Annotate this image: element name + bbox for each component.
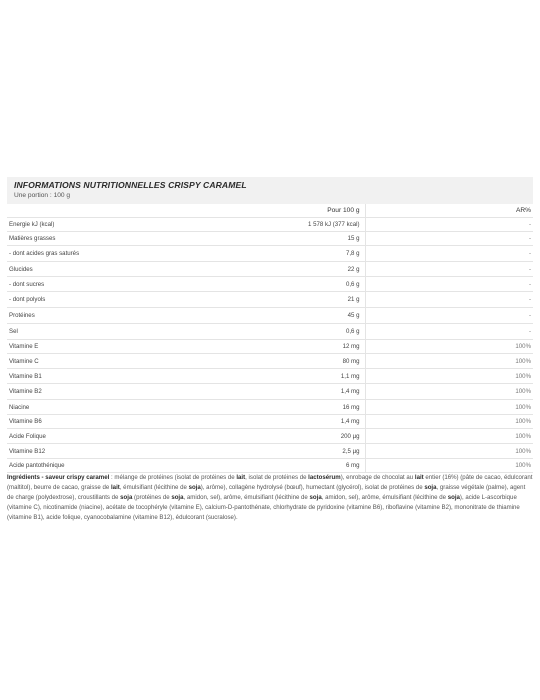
ingredient-highlight: lait <box>414 474 424 481</box>
nutrient-value: 1 578 kJ (377 kcal) <box>247 218 365 232</box>
nutrient-ar: 100% <box>365 400 533 415</box>
nutrition-title: INFORMATIONS NUTRITIONNELLES CRISPY CARAMEL <box>14 180 247 190</box>
ar-column-header: AR% <box>365 204 533 218</box>
nutrient-value: 80 mg <box>247 354 365 369</box>
table-row <box>7 292 533 308</box>
ingredient-highlight: soja <box>447 494 460 501</box>
table-row <box>7 232 533 246</box>
table-row <box>7 459 533 473</box>
ingredient-text: ), acide L-ascorbique (vitamine C), nicotinamide (niacine), acétate de tocophéryle (vitamine E), calcium-D-pantothénate, chlorhydrate de pyridoxine (vitamine B6), riboflavine (vitamine B2), mononitrate de thiamine (vitamine B1), acide folique, cyanocobalamine (vitamine B12), édulcorant (sucralose). <box>7 494 520 521</box>
nutrient-ar: 100% <box>365 354 533 369</box>
per-100g-column-header: Pour 100 g <box>247 204 365 218</box>
nutrient-ar: 100% <box>365 459 533 473</box>
nutrient-ar: - <box>365 292 533 308</box>
ingredient-text: (protéines de <box>132 494 172 501</box>
nutrient-ar: 100% <box>365 444 533 459</box>
nutrient-label: Acide pantothénique <box>7 459 247 473</box>
ingredient-text: , amidon, sel), arôme, émulsifiant (lécithine de <box>321 494 448 501</box>
nutrient-ar: 100% <box>365 369 533 384</box>
nutrient-value: 0,6 g <box>247 277 365 292</box>
nutrient-ar: - <box>365 232 533 246</box>
nutrient-label: Vitamine B6 <box>7 415 247 429</box>
nutrient-label: - dont sucres <box>7 277 247 292</box>
nutrient-ar: 100% <box>365 340 533 354</box>
nutrient-value: 1,4 mg <box>247 415 365 429</box>
ingredients-text <box>7 473 533 523</box>
ingredient-highlight: soja <box>188 484 201 491</box>
nutrient-label: Protéines <box>7 308 247 324</box>
nutrient-label: - dont acides gras saturés <box>7 246 247 262</box>
nutrient-label: Matières grasses <box>7 232 247 246</box>
ingredient-text: ), enrobage de chocolat au <box>340 474 415 481</box>
nutrient-value: 45 g <box>247 308 365 324</box>
nutrient-value: 1,1 mg <box>247 369 365 384</box>
ingredient-highlight: Ingrédients - saveur crispy caramel <box>7 474 110 481</box>
table-row <box>7 340 533 354</box>
label-column-header <box>7 204 247 218</box>
nutrient-ar: 100% <box>365 429 533 444</box>
table-row <box>7 218 533 232</box>
ingredient-text: , émulsifiant (lécithine de <box>119 484 189 491</box>
nutrient-label: Vitamine E <box>7 340 247 354</box>
ingredient-text: ), arôme), collagène hydrolysé (bœuf), humectant (glycérol), isolat de protéines de <box>200 484 425 491</box>
nutrient-label: Niacine <box>7 400 247 415</box>
nutrient-value: 21 g <box>247 292 365 308</box>
nutrient-ar: 100% <box>365 415 533 429</box>
nutrient-value: 16 mg <box>247 400 365 415</box>
nutrient-label: Vitamine B2 <box>7 384 247 400</box>
nutrient-label: - dont polyols <box>7 292 247 308</box>
nutrient-label: Acide Folique <box>7 429 247 444</box>
nutrient-ar: - <box>365 324 533 340</box>
ingredient-text: , amidon, sel), arôme, émulsifiant (lécithine de <box>183 494 310 501</box>
table-row <box>7 246 533 262</box>
ingredient-text: , graisse végétale (palme), agent de charge (polydextrose), croustillants de <box>7 484 526 501</box>
ingredient-highlight: soja <box>171 494 184 501</box>
ingredient-highlight: lait <box>236 474 246 481</box>
table-header-row <box>7 204 533 218</box>
table-row <box>7 444 533 459</box>
nutrient-label: Sel <box>7 324 247 340</box>
nutrient-label: Glucides <box>7 262 247 277</box>
table-row <box>7 369 533 384</box>
nutrient-ar: - <box>365 262 533 277</box>
nutrient-ar: 100% <box>365 384 533 400</box>
nutrient-value: 22 g <box>247 262 365 277</box>
nutrient-ar: - <box>365 277 533 292</box>
table-row <box>7 384 533 400</box>
table-row <box>7 415 533 429</box>
nutrient-value: 7,8 g <box>247 246 365 262</box>
nutrient-label: Energie kJ (kcal) <box>7 218 247 232</box>
table-row <box>7 324 533 340</box>
ingredient-text: , isolat de protéines de <box>245 474 309 481</box>
table-row <box>7 354 533 369</box>
table-row <box>7 277 533 292</box>
nutrition-header <box>7 177 533 204</box>
nutrient-value: 12 mg <box>247 340 365 354</box>
nutrient-label: Vitamine B12 <box>7 444 247 459</box>
nutrient-value: 0,6 g <box>247 324 365 340</box>
ingredient-highlight: soja <box>424 484 437 491</box>
nutrition-table <box>7 204 533 473</box>
portion-size: Une portion : 100 g <box>14 192 71 199</box>
nutrient-label: Vitamine B1 <box>7 369 247 384</box>
ingredient-highlight: lait <box>110 484 120 491</box>
nutrient-value: 15 g <box>247 232 365 246</box>
nutrient-value: 1,4 mg <box>247 384 365 400</box>
ingredient-highlight: soja <box>309 494 322 501</box>
ingredient-text: entier (16%) (pâte de cacao, édulcorant (maltitol), beurre de cacao, graisse de <box>7 474 533 491</box>
nutrient-label: Vitamine C <box>7 354 247 369</box>
ingredient-highlight: soja <box>120 494 133 501</box>
nutrient-value: 6 mg <box>247 459 365 473</box>
table-row <box>7 429 533 444</box>
nutrient-value: 2,5 µg <box>247 444 365 459</box>
ingredient-highlight: lactosérum <box>308 474 341 481</box>
ingredient-text: : mélange de protéines (isolat de protéines de <box>109 474 237 481</box>
nutrient-ar: - <box>365 218 533 232</box>
nutrient-ar: - <box>365 246 533 262</box>
table-row <box>7 262 533 277</box>
nutrient-value: 200 µg <box>247 429 365 444</box>
nutrient-ar: - <box>365 308 533 324</box>
table-row <box>7 400 533 415</box>
table-row <box>7 308 533 324</box>
nutrition-panel <box>7 177 533 473</box>
